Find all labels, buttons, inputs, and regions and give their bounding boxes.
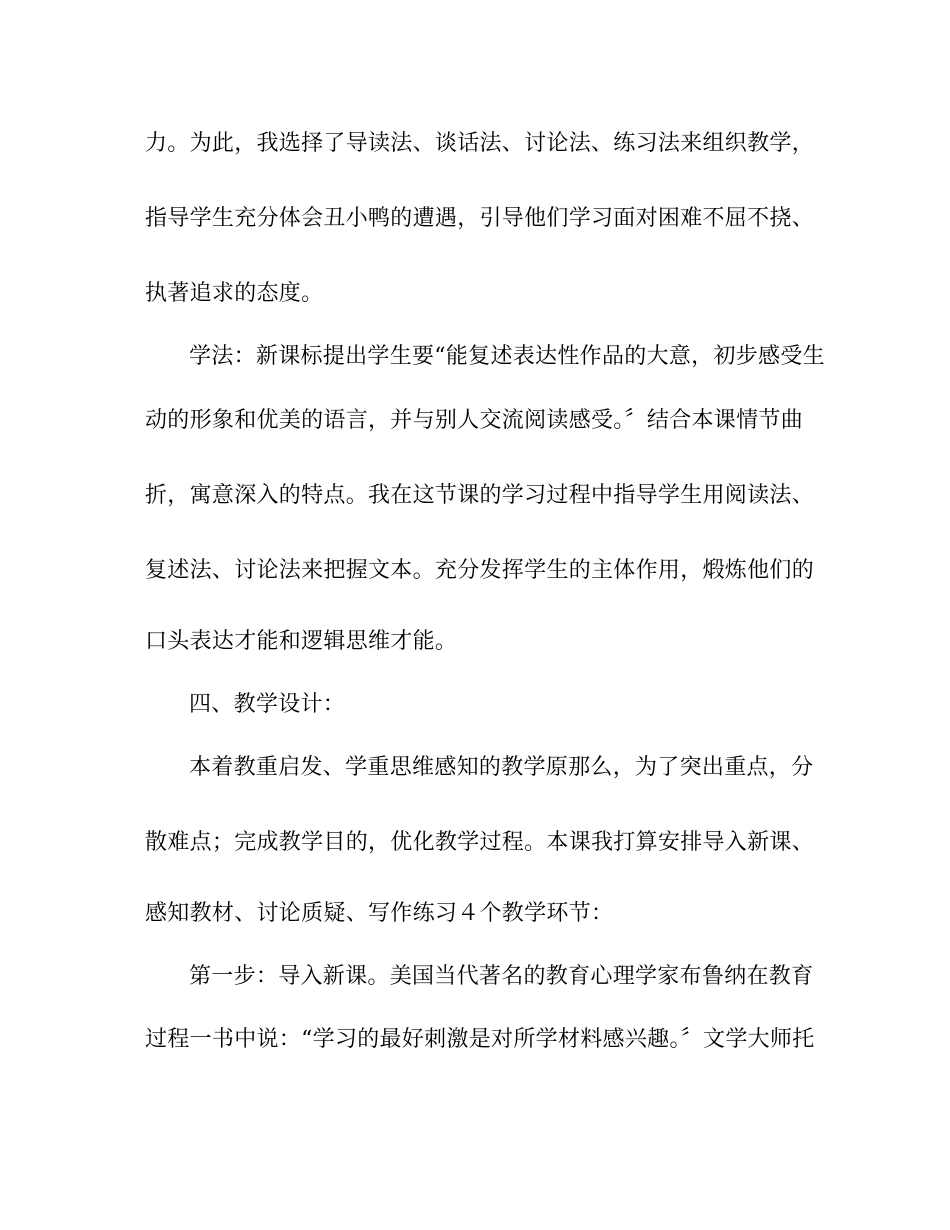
paragraph-line: 复述法、讨论法来把握文本。充分发挥学生的主体作用，煅炼他们的 <box>145 558 815 583</box>
paragraph-line: 口头表达才能和逻辑思维才能。 <box>145 629 458 654</box>
paragraph-line: 学法：新课标提出学生要“能复述表达性作品的大意，初步感受生 <box>189 344 825 369</box>
paragraph-line: 折，寓意深入的特点。我在这节课的学习过程中指导学生用阅读法、 <box>145 483 815 508</box>
paragraph-line: 执著追求的态度。 <box>145 281 324 306</box>
paragraph-line: 力。为此，我选择了导读法、谈话法、讨论法、练习法来组织教学， <box>145 131 815 156</box>
paragraph-line: 动的形象和优美的语言，并与别人交流阅读感受。〞结合本课情节曲 <box>145 408 804 433</box>
section-heading: 四、教学设计： <box>189 692 346 717</box>
paragraph-line: 指导学生充分体会丑小鸭的遭遇，引导他们学习面对困难不屈不挠、 <box>145 206 815 231</box>
paragraph-line: 感知教材、讨论质疑、写作练习４个教学环节： <box>145 901 614 926</box>
paragraph-line: 本着教重启发、学重思维感知的教学原那么，为了突出重点，分 <box>189 755 814 780</box>
paragraph-line: 第一步：导入新课。美国当代著名的教育心理学家布鲁纳在教育 <box>189 964 814 989</box>
paragraph-line: 过程一书中说：“学习的最好刺激是对所学材料感兴趣。〞文学大师托 <box>145 1027 815 1052</box>
paragraph-line: 散难点；完成教学目的，优化教学过程。本课我打算安排导入新课、 <box>145 830 815 855</box>
